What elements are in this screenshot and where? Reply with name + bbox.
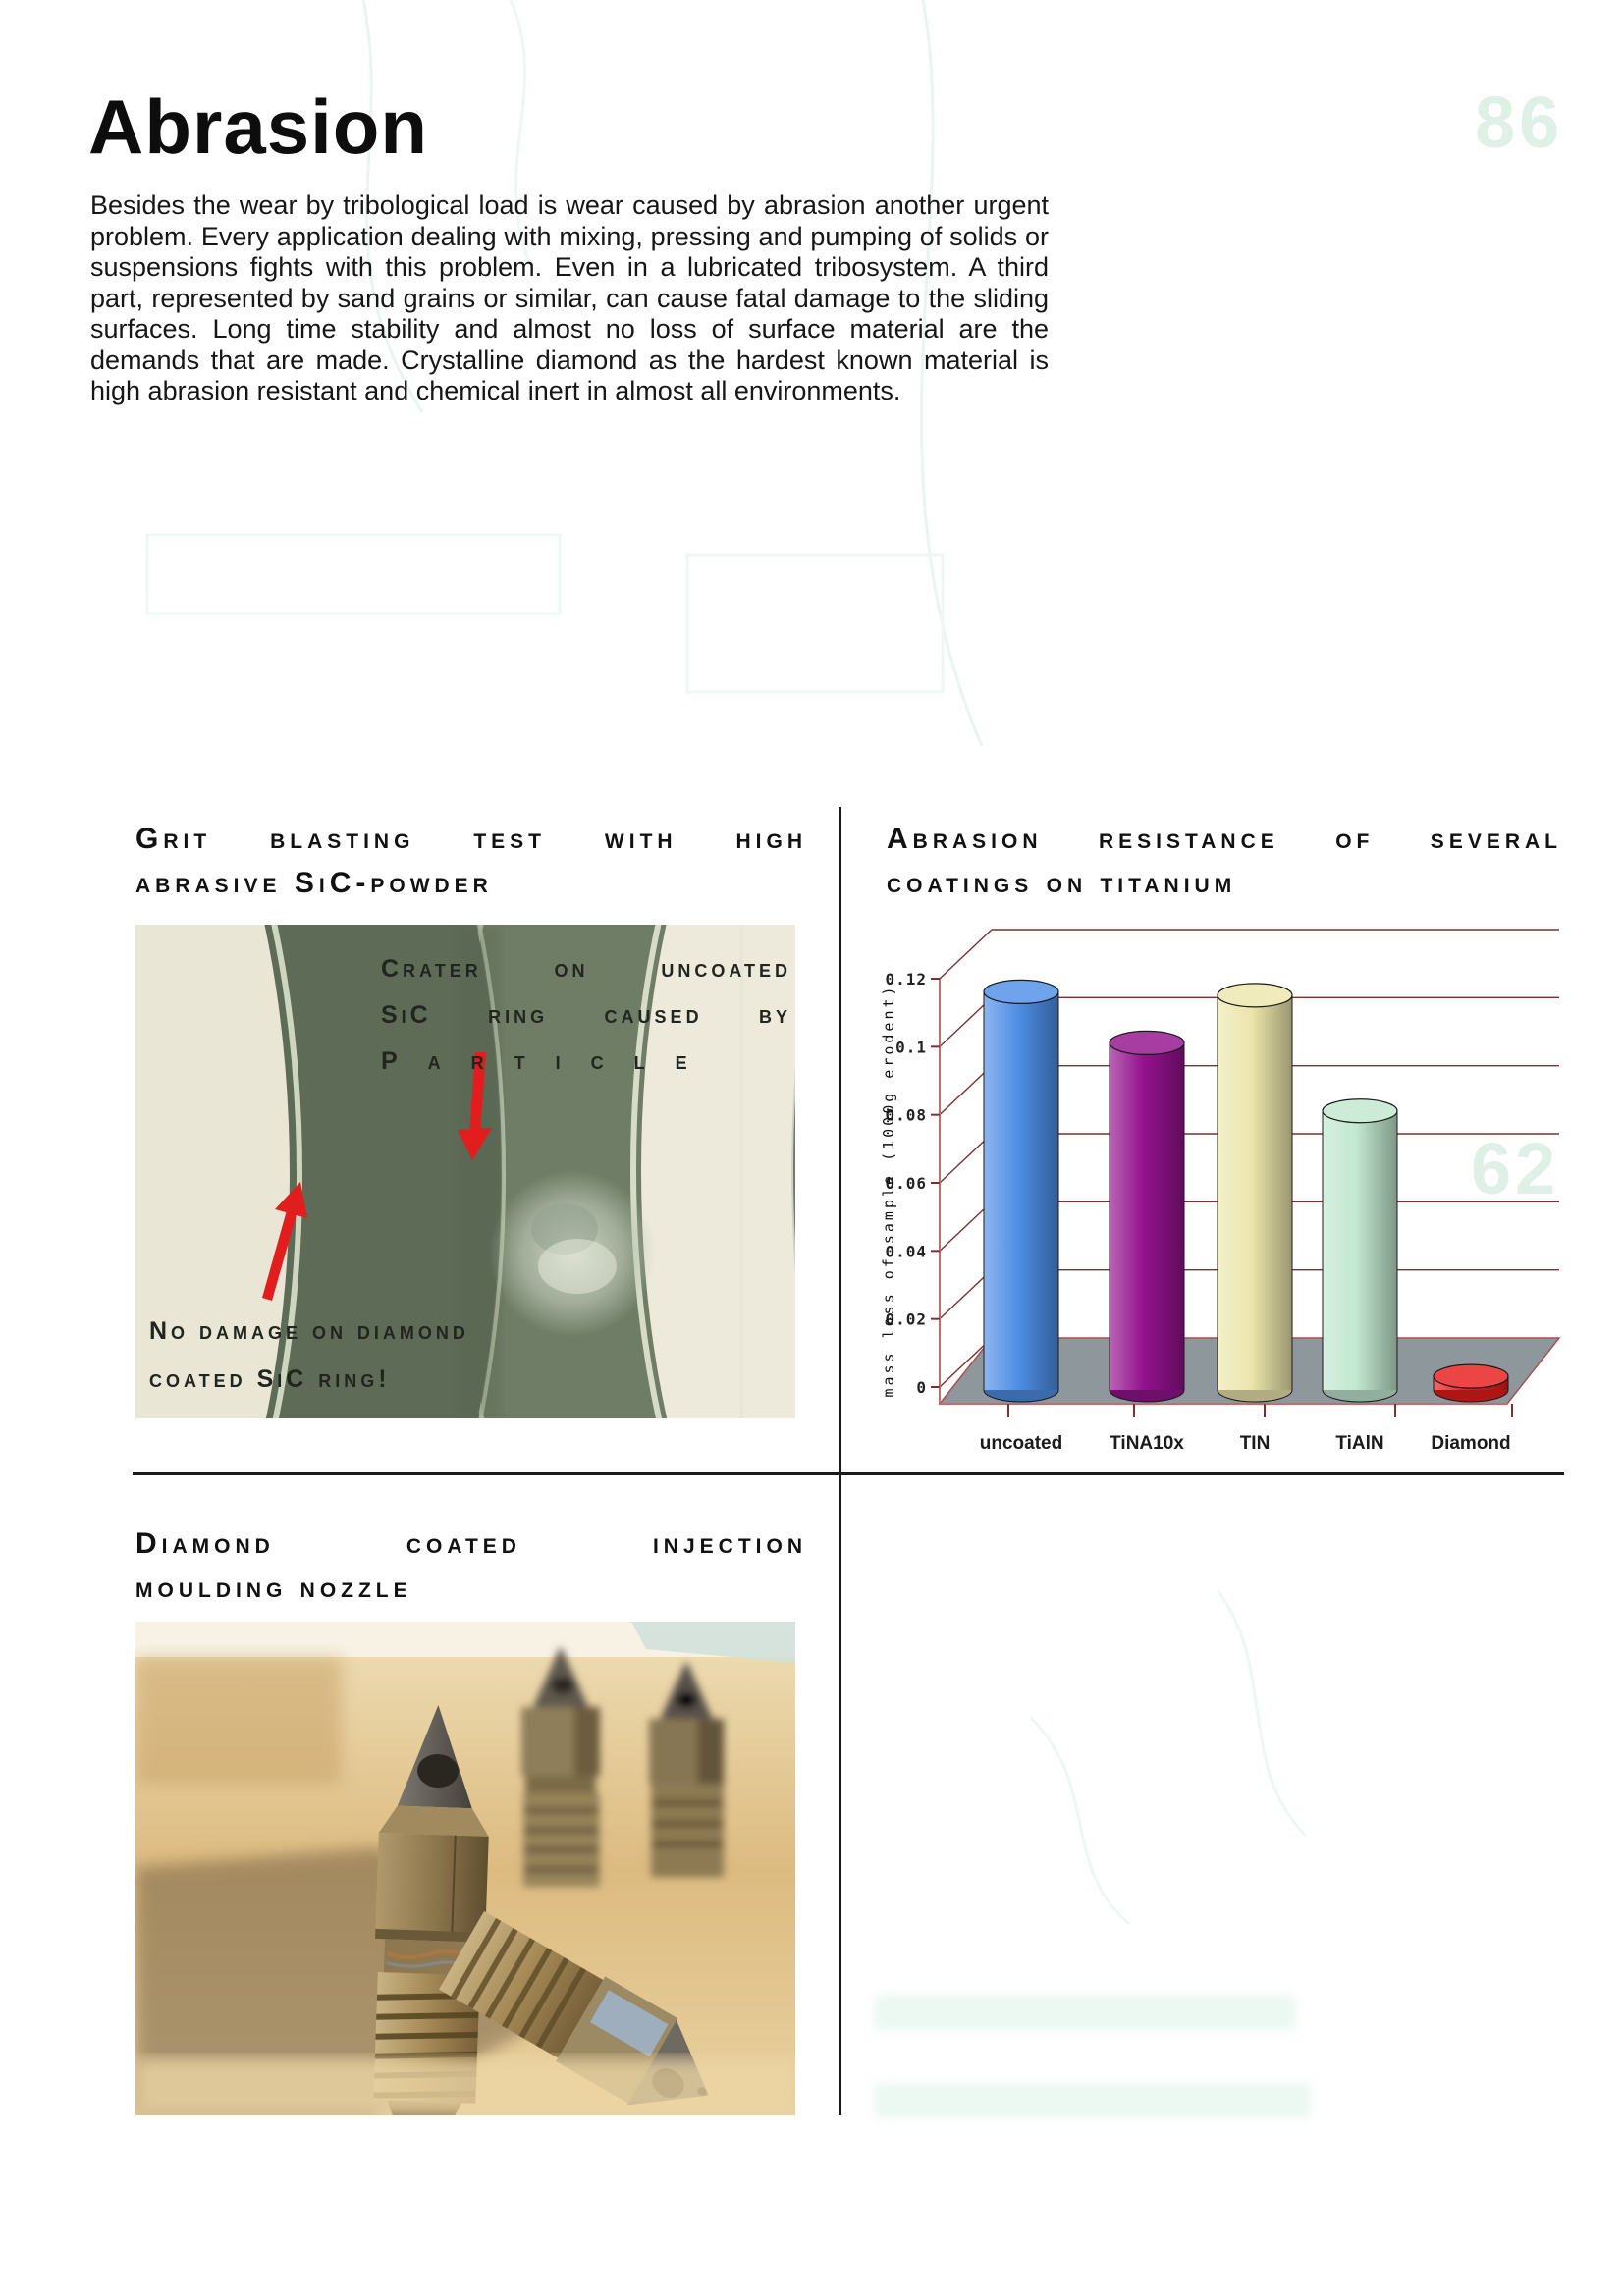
grit-section-heading (135, 817, 807, 905)
y-tick-label: 0 (916, 1378, 927, 1397)
crater-caption (381, 946, 791, 1085)
crater-caption-line-1: Crater on uncoated (381, 955, 791, 983)
chart-heading-line-1: Abrasion resistance of several (887, 823, 1562, 855)
category-label: TIN (1239, 1433, 1271, 1454)
y-tick-label: 0.06 (885, 1174, 927, 1193)
crater-caption-line-2: SiC ring caused by (381, 1001, 791, 1029)
category-label: uncoated (979, 1433, 1063, 1454)
page-title: Abrasion (88, 83, 429, 170)
column-divider-vertical (839, 807, 841, 2115)
category-label: TiNA10x (1110, 1433, 1184, 1454)
chart-heading-line-2: coatings on titanium (887, 867, 1237, 899)
watermark-number: 62 (1471, 1128, 1560, 1209)
nozzle-image (135, 1622, 795, 2115)
bar-cylinder-TiAlN (1323, 1099, 1397, 1402)
grit-heading-line-1: Grit blasting test with high (135, 823, 807, 855)
bar-cylinder-TIN (1218, 984, 1292, 1402)
bleed-text-smudge (874, 2083, 1311, 2118)
y-tick-label: 0.04 (885, 1242, 927, 1261)
no-damage-caption-line-2: coated SiC ring! (149, 1365, 391, 1393)
y-axis-title: mass loss of sample (1000g erodent) (880, 984, 897, 1398)
bleed-text-smudge (874, 1995, 1296, 2030)
nozzle-photo (135, 1622, 795, 2115)
category-label: Diamond (1431, 1433, 1511, 1454)
abrasion-chart-plot (864, 913, 1624, 1472)
y-tick-label: 0.12 (885, 970, 927, 988)
category-label: TiAlN (1335, 1433, 1384, 1454)
no-damage-caption-line-1: No damage on diamond (149, 1317, 469, 1345)
bar-cylinder-TiNA10x (1110, 1031, 1184, 1402)
nozzle-heading-line-2: moulding nozzle (135, 1572, 412, 1604)
intro-paragraph: Besides the wear by tribological load is wear caused by abrasion another urgent problem. Every application dealing with mixing, pressing and pumping of solids or suspensions fights with this problem. Even in a lubricated tribosystem. A third part, represented by sand grains or similar, can cause fatal damage to the sliding surfaces. Long time stability and almost no loss of surface material are the demands that are made. Crystalline diamond as the hardest known material is high abrasion resistant and chemical inert in almost all environments. (90, 190, 1049, 405)
watermark-page-number: 86 (1475, 81, 1564, 163)
sic-rings-photo (135, 925, 795, 1418)
crater-caption-line-3: Particle (381, 1047, 718, 1075)
y-tick-label: 0.1 (895, 1038, 927, 1057)
nozzle-section-heading (135, 1522, 807, 1610)
y-tick-label: 0.08 (885, 1105, 927, 1125)
y-tick-label: 0.02 (885, 1309, 927, 1329)
chart-section-heading (887, 817, 1562, 905)
nozzle-heading-line-1: Diamond coated injection (135, 1527, 807, 1560)
bar-cylinder-Diamond (1434, 1364, 1508, 1402)
no-damage-caption (149, 1308, 581, 1404)
section-divider-horizontal (133, 1472, 1564, 1475)
abrasion-chart (864, 913, 1624, 1472)
grit-heading-line-2: abrasive SiC-powder (135, 867, 493, 899)
bar-cylinder-uncoated (984, 980, 1058, 1402)
